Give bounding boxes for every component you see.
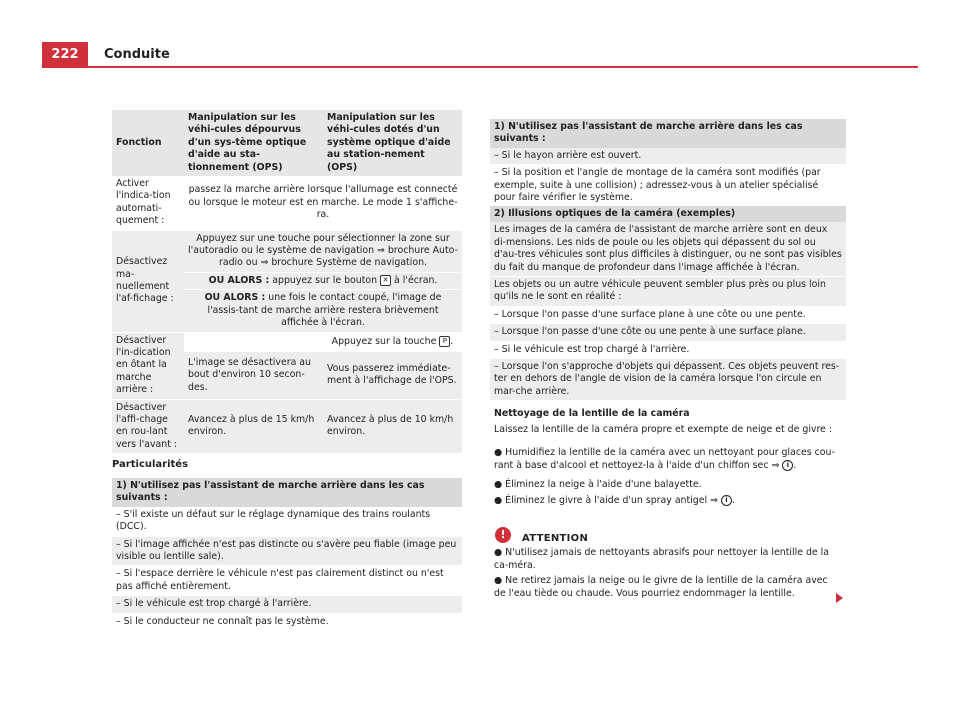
notes-box bbox=[490, 206, 846, 401]
table-row bbox=[112, 332, 462, 352]
box-header: 2) Illusions optiques de la caméra (exemples) bbox=[490, 206, 846, 222]
list-item: – Lorsque l'on passe d'une côte ou une pente à une surface plane. bbox=[490, 324, 846, 341]
bullet-text: Éliminez la neige à l'aide d'une balayette. bbox=[505, 479, 702, 490]
row-text: Avancez à plus de 15 km/h environ. bbox=[184, 399, 323, 453]
empty-cell bbox=[184, 332, 323, 352]
row-label: Désactiver l'in-dication en ôtant la marche arrière : bbox=[112, 332, 184, 399]
arrow-right-icon bbox=[836, 593, 843, 603]
bullet-item: ● Humidifiez la lentille de la caméra avec un nettoyant pour glaces cou-rant à base d'alcool et nettoyez-la à l'aide d'un chiffon sec ⇒ i . bbox=[494, 447, 835, 471]
row-label: Activer l'indica-tion automati-quement : bbox=[116, 178, 171, 227]
list-item: – Si l'espace derrière le véhicule n'est pas clairement distinct ou n'est pas affiché entièrement. bbox=[112, 566, 462, 596]
paragraph: Les images de la caméra de l'assistant de marche arrière sont en deux di-mensions. Les nids de poule ou les objets qui dépassent du sol ou d'au-tres véhicules sont plus difficiles à distinguer, ou ne sont pas visibles du fait du manque de profondeur dans l'image affichée à l'écran. bbox=[490, 222, 846, 277]
row-text: Appuyez sur la touche P . bbox=[323, 332, 462, 352]
bullet-item: ● Éliminez la neige à l'aide d'une balayette. bbox=[494, 479, 702, 490]
row-label: Désactivez ma-nuellement l'af-fichage : bbox=[112, 230, 184, 332]
bullet-text: N'utilisez jamais de nettoyants abrasifs pour nettoyer la lentille de la ca-méra. bbox=[494, 547, 830, 571]
col-header-with-ops: Manipulation sur les véhi-cules dotés d'un système optique d'aide au station-nement (OPS) bbox=[323, 110, 462, 176]
col-header-function: Fonction bbox=[112, 110, 184, 176]
exclamation-icon: ! bbox=[495, 527, 511, 543]
row-text-part: une fois le contact coupé, l'image de l'assis-tant de marche arrière restera brièvement affichée à l'écran. bbox=[207, 292, 442, 329]
list-item: – S'il existe un défaut sur le réglage dynamique des trains roulants (DCC). bbox=[112, 507, 462, 537]
bullet-text: Éliminez le givre à l'aide d'un spray antigel ⇒ bbox=[505, 495, 718, 506]
bullet-text: Humidifiez la lentille de la caméra avec un nettoyant pour glaces cou-rant à base d'alcool et nettoyez-la à l'aide d'un chiffon sec ⇒ bbox=[494, 447, 835, 471]
or-label: OU ALORS : bbox=[208, 274, 270, 286]
info-circle-icon: i bbox=[721, 495, 732, 506]
list-item: – Si le hayon arrière est ouvert. bbox=[490, 148, 846, 165]
notes-box bbox=[112, 478, 462, 631]
paragraph: Laissez la lentille de la caméra propre et exempte de neige et de givre : bbox=[494, 424, 833, 435]
bullet-text: Ne retirez jamais la neige ou le givre de la lentille de la caméra avec de l'eau tiède ou chaude. Vous pourriez endommager la lentille. bbox=[494, 575, 828, 599]
notes-box bbox=[490, 119, 846, 207]
page-title: Conduite bbox=[104, 47, 170, 62]
function-table bbox=[112, 110, 462, 453]
table-row bbox=[112, 230, 462, 272]
list-item: – Si le véhicule est trop chargé à l'arrière. bbox=[490, 342, 846, 359]
row-text: Vous passerez immédiate-ment à l'affichage de l'OPS. bbox=[323, 352, 462, 399]
or-label: OU ALORS : bbox=[204, 292, 266, 304]
header-rule bbox=[88, 66, 918, 68]
box-header: 1) N'utilisez pas l'assistant de marche arrière dans les cas suivants : bbox=[112, 478, 462, 507]
row-text: passez la marche arrière lorsque l'allumage est connecté ou lorsque le moteur est en marche. Le mode 1 s'affiche-ra. bbox=[188, 184, 458, 221]
row-text bbox=[184, 290, 462, 332]
section-title: Particularités bbox=[112, 459, 189, 470]
row-text-part: Appuyez sur la touche bbox=[331, 335, 437, 347]
page-number: 222 bbox=[42, 42, 88, 68]
row-text-part: appuyez sur le bouton bbox=[269, 274, 381, 286]
bullet-item: ● Ne retirez jamais la neige ou le givre de la lentille de la caméra avec de l'eau tiède ou chaude. Vous pourriez endommager la lentille. bbox=[494, 575, 828, 599]
list-item: – Si le conducteur ne connaît pas le système. bbox=[112, 614, 462, 631]
section-title: Nettoyage de la lentille de la caméra bbox=[494, 408, 690, 419]
col-header-without-ops: Manipulation sur les véhi-cules dépourvus d'un sys-tème optique d'aide au sta-tionnement (OPS) bbox=[184, 110, 323, 176]
list-item: – Si l'image affichée n'est pas distincte ou s'avère peu fiable (image peu visible ou lentille sale). bbox=[112, 537, 462, 567]
row-text bbox=[184, 272, 462, 289]
box-header: 1) N'utilisez pas l'assistant de marche arrière dans les cas suivants : bbox=[490, 119, 846, 148]
row-label: Désactiver l'affi-chage en rou-lant vers l'avant : bbox=[112, 399, 184, 453]
attention-title: ATTENTION bbox=[522, 533, 589, 544]
row-text: Appuyez sur une touche pour sélectionner la zone sur l'autoradio ou le système de navigation ⇒ brochure Auto-radio ou ⇒ brochure Système de navigation. bbox=[184, 230, 462, 272]
bullet-item: ● Éliminez le givre à l'aide d'un spray antigel ⇒ i . bbox=[494, 495, 735, 506]
list-item: – Si le véhicule est trop chargé à l'arrière. bbox=[112, 596, 462, 613]
row-text: Avancez à plus de 10 km/h environ. bbox=[323, 399, 462, 453]
bullet-item: ● N'utilisez jamais de nettoyants abrasifs pour nettoyer la lentille de la ca-méra. bbox=[494, 547, 830, 571]
paragraph: Les objets ou un autre véhicule peuvent sembler plus près ou plus loin qu'ils ne le sont en réalité : bbox=[490, 277, 846, 307]
row-text: L'image se désactivera au bout d'environ 10 secon-des. bbox=[184, 352, 323, 399]
parking-key-icon: P bbox=[439, 336, 450, 347]
table-row bbox=[112, 399, 462, 453]
list-item: – Lorsque l'on s'approche d'objets qui dépassent. Ces objets peuvent res-ter en dehors de l'angle de vision de la caméra lorsque l'on circule en mar-che arrière. bbox=[490, 359, 846, 401]
list-item: – Lorsque l'on passe d'une surface plane à une côte ou une pente. bbox=[490, 307, 846, 324]
list-item: – Si la position et l'angle de montage de la caméra sont modifiés (par exemple, suite à une collision) ; adressez-vous à un atelier spécialisé pour faire vérifier le système. bbox=[490, 165, 846, 207]
row-text-part: à l'écran. bbox=[391, 274, 438, 286]
table-row bbox=[112, 176, 462, 230]
info-circle-icon: i bbox=[782, 460, 793, 471]
close-x-icon: ✕ bbox=[380, 275, 391, 286]
